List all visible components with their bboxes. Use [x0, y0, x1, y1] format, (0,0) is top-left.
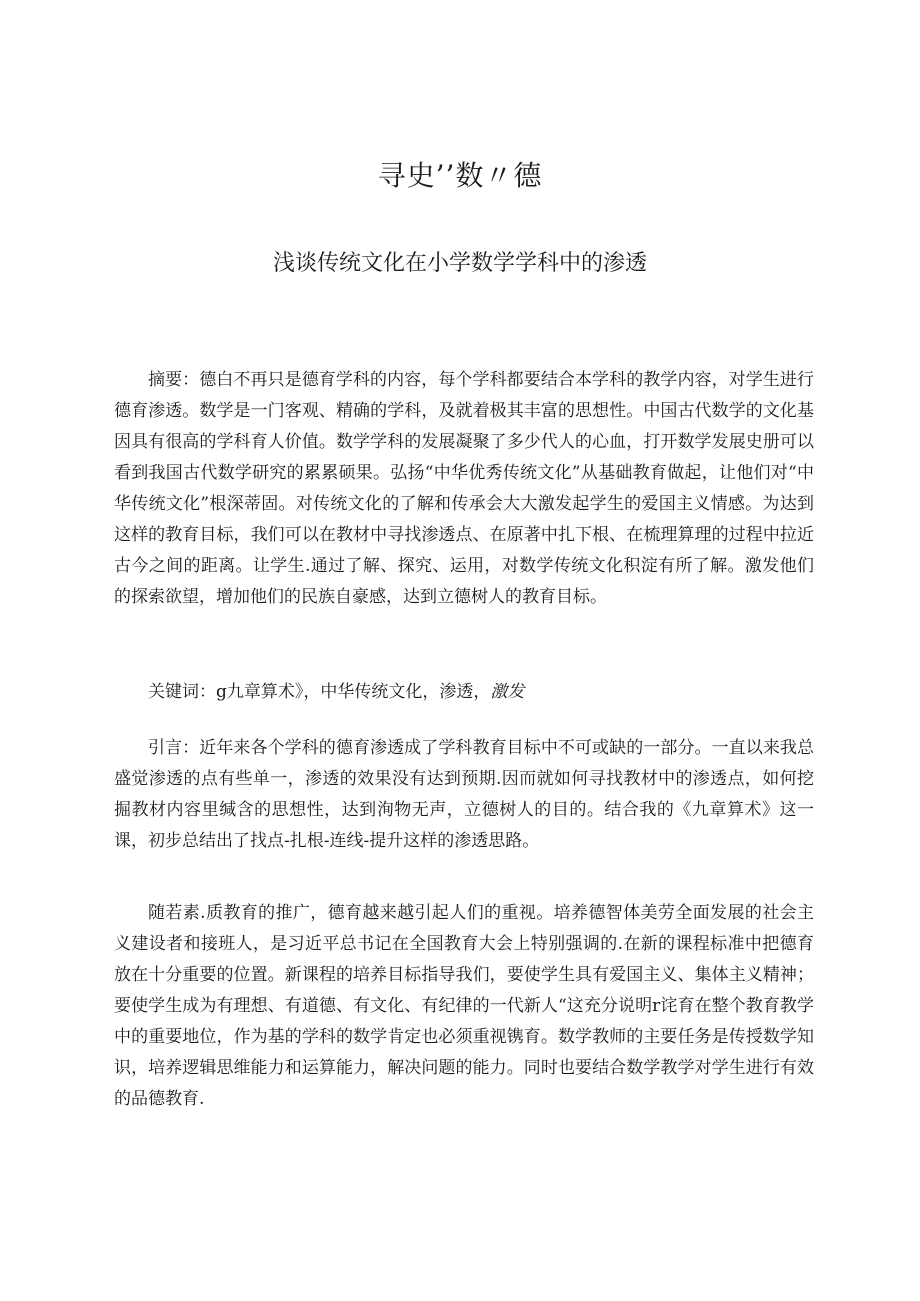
abstract-paragraph: 摘要：德白不再只是德育学科的内容，每个学科都要结合本学科的教学内容，对学生进行德育渗透。数学是一门客观、精确的学科，及就着极其丰富的思想性。中国古代数学的文化基因具有很高的学科育人价值。数学学科的发展凝聚了多少代人的心血，打开数学发展史册可以看到我国古代数学研究的累累硕果。弘扬“中华优秀传统文化”从基础教育做起，让他们对“中华传统文化”根深蒂固。对传统文化的了解和传承会大大激发起学生的爱国主义情感。为达到这样的教育目标，我们可以在教材中寻找渗透点、在原著中扎下根、在梳理算理的过程中拉近古今之间的距离。让学生.通过了解、探究、运用，对数学传统文化积淀有所了解。激发他们的探索欲望，增加他们的民族自豪感，达到立德树人的教育目标。: [114, 370, 814, 607]
keywords-last: 激发: [490, 682, 525, 702]
document-title: 寻史’’数〃德: [377, 159, 543, 192]
intro-paragraph: 引言：近年来各个学科的德育渗透成了学科教育目标中不可或缺的一部分。一直以来我总盛觉渗透的点有些单一，渗透的效果没有达到预期.因而就如何寻找教材中的渗透点，如何挖掘教材内容里缄含的思想性，达到洵物无声，立德树人的目的。结合我的《九章算术》这一课，初步总结出了找点-扎根-连线-提升这样的渗透思路。: [114, 738, 814, 851]
keywords-paragraph: [114, 677, 814, 708]
body-paragraph: 随若素.质教育的推广，德育越来越引起人们的重视。培养德智体美劳全面发展的社会主义建设者和接班人，是习近平总书记在全国教育大会上特别强调的.在新的课程标准中把德育放在十分重要的位置。新课程的培养目标指导我们，要使学生具有爱国主义、集体主义精神；要使学生成为有理想、有道德、有文化、有纪律的一代新人“这充分说明r诧育在整个教育教学中的重要地位，作为基的学科的数学肯定也必须重视镌育。数学教师的主要任务是传授数学知识，培养逻辑思维能力和运算能力，解决问题的能力。同时也要结合数学教学对学生进行有效的品德教育.: [114, 903, 814, 1109]
document-subtitle: 浅谈传统文化在小学数学学科中的渗透: [272, 251, 647, 276]
keywords-text: 关键词：g九章算术》，中华传统文化，渗透，: [148, 682, 491, 702]
